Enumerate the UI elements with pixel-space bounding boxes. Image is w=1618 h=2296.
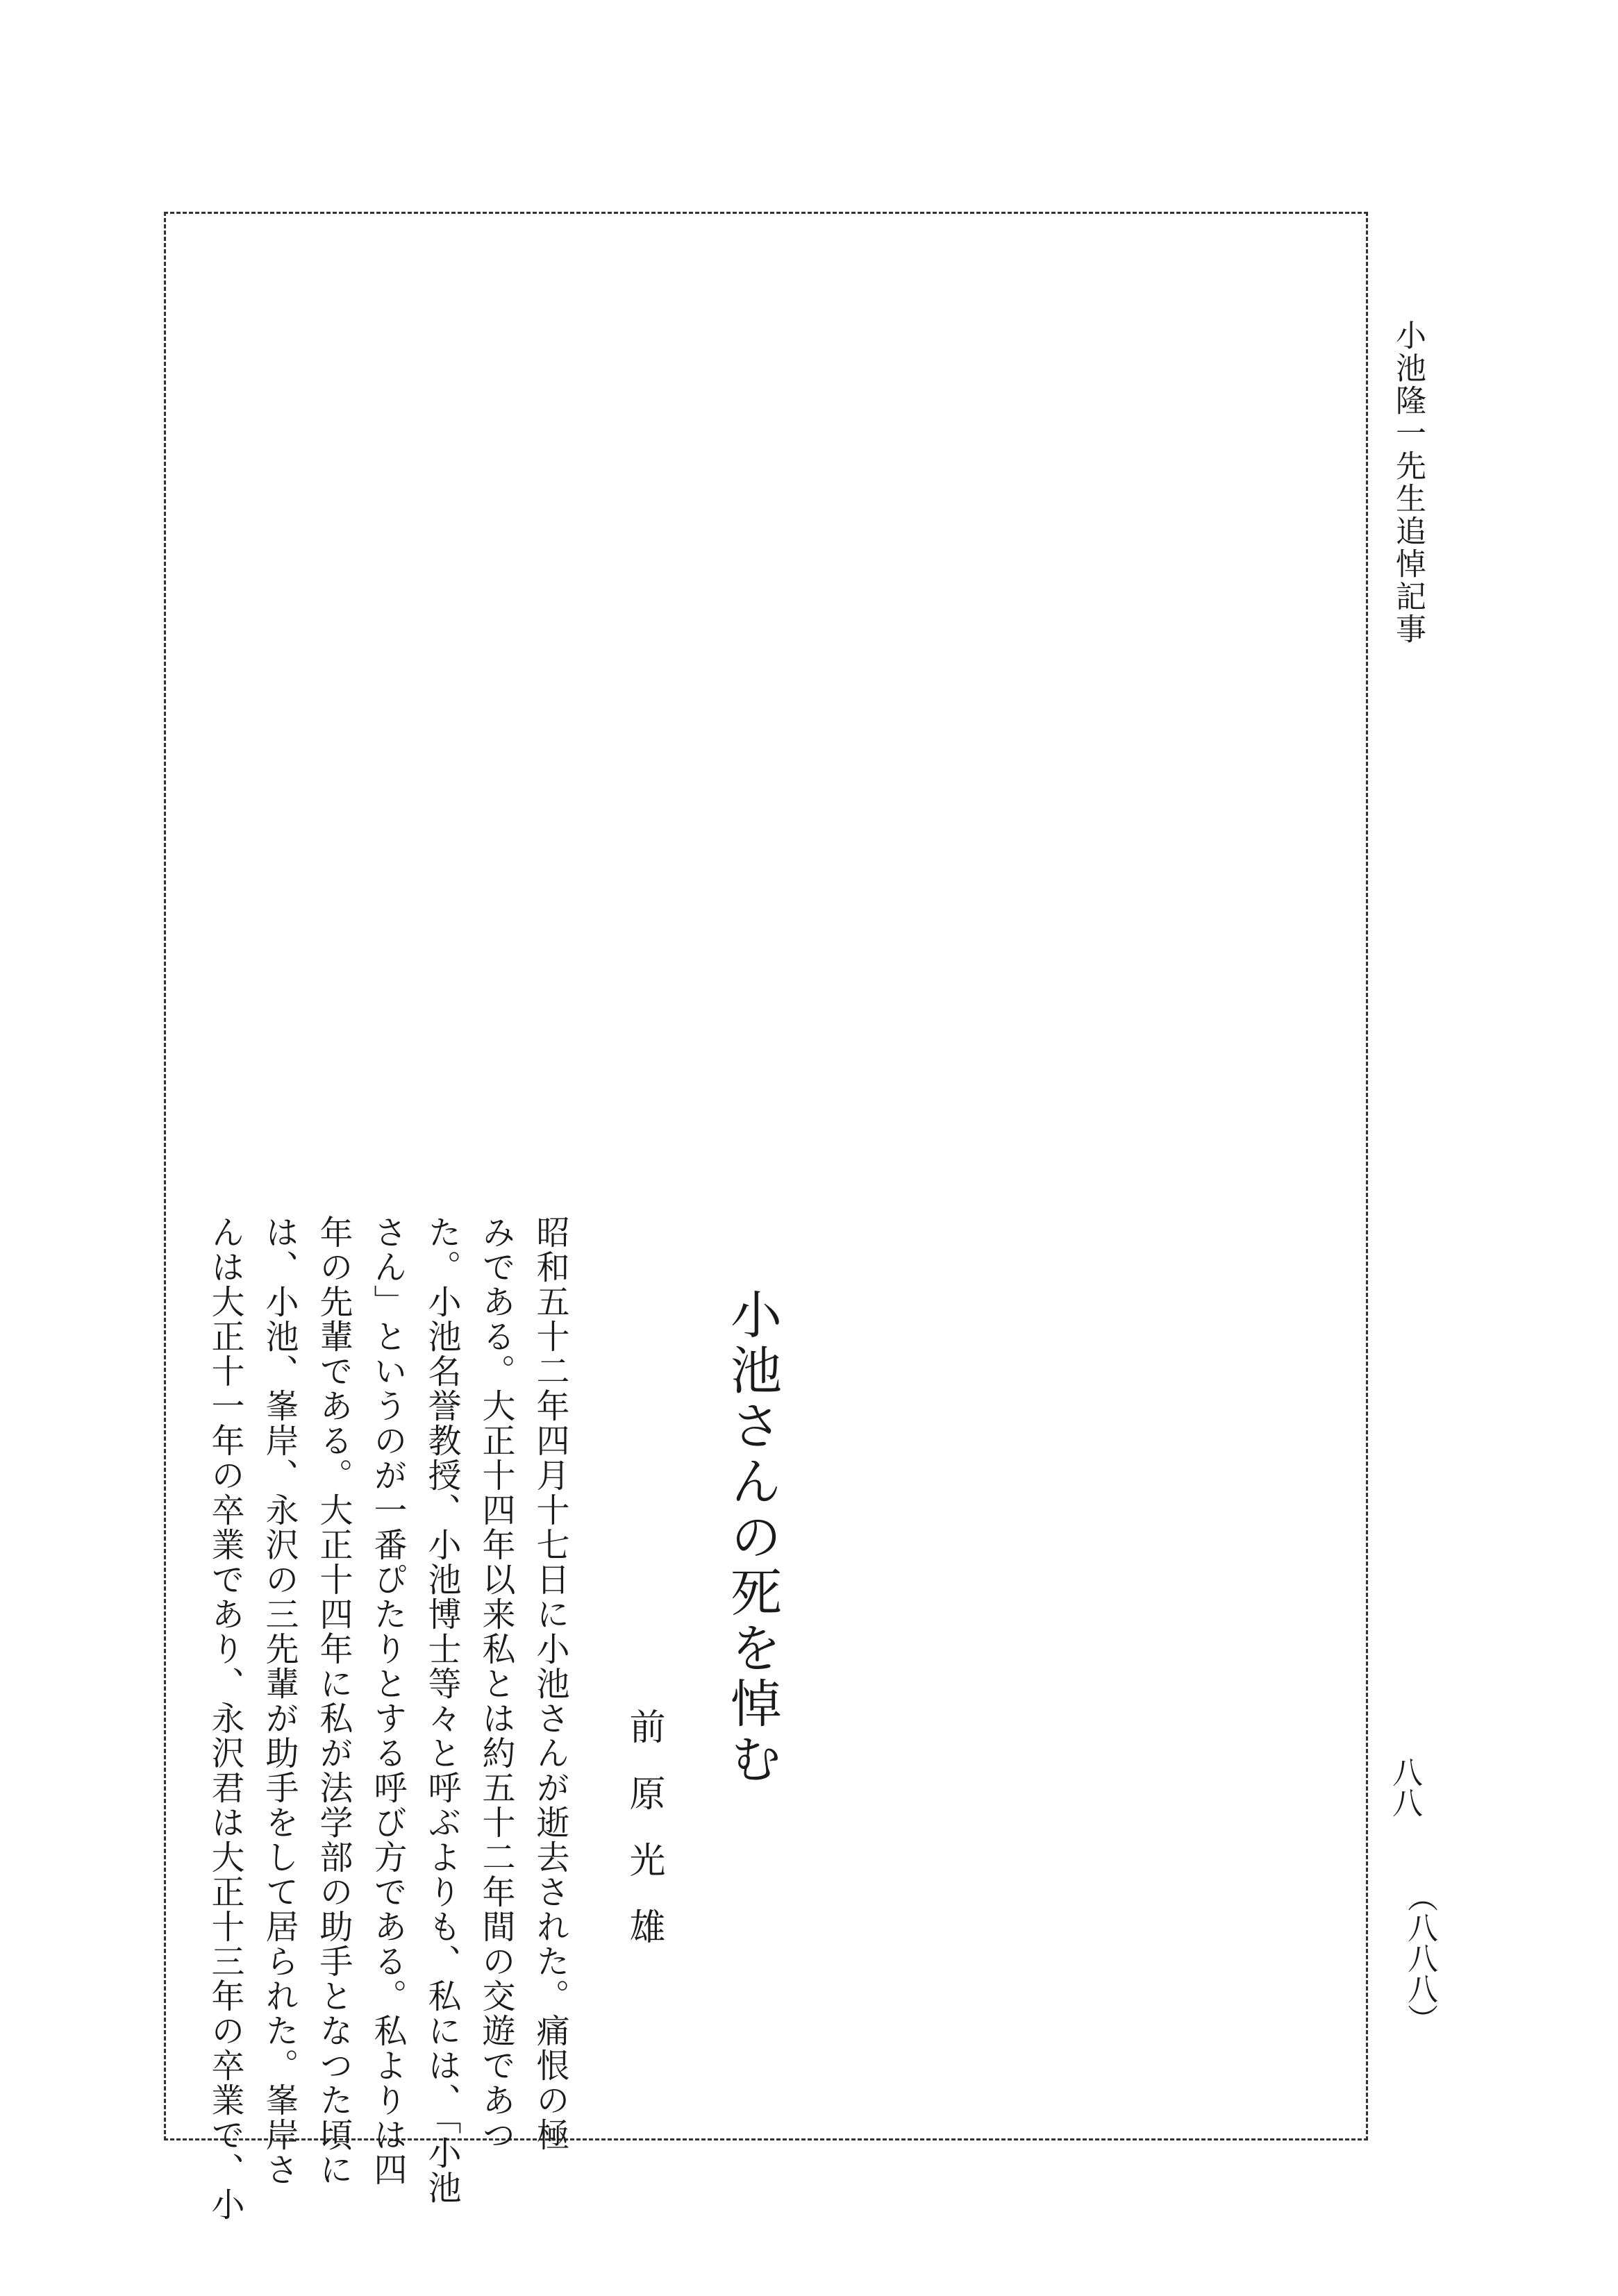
- article-body: [198, 1215, 577, 2222]
- body-line: 年の先輩である。大正十四年に私が法学部の助手となつた頃に: [314, 1215, 353, 2187]
- body-line: みである。大正十四年以来私とは約五十二年間の交遊であつ: [476, 1215, 515, 2152]
- body-line: 昭和五十二年四月十七日に小池さんが逝去された。痛恨の極: [531, 1215, 569, 2152]
- author-name: 前原光雄: [623, 1708, 665, 1975]
- body-line: さん」というのが一番ぴたりとする呼び方である。私よりは四: [368, 1215, 407, 2187]
- running-head: 小池隆一先生追悼記事: [1390, 319, 1426, 646]
- article-title: 小池さんの死を悼む: [722, 1288, 782, 1788]
- page-number-total: （八八八）: [1402, 1882, 1437, 2034]
- body-line: は、小池、峯岸、永沢の三先輩が助手をして居られた。峯岸さ: [260, 1215, 299, 2187]
- body-line: んは大正十一年の卒業であり、永沢君は大正十三年の卒業で、小: [206, 1215, 244, 2222]
- page-number: 八八: [1387, 1757, 1422, 1818]
- body-line: た。小池名誉教授、小池博士等々と呼ぶよりも、私には、「小池: [422, 1215, 461, 2205]
